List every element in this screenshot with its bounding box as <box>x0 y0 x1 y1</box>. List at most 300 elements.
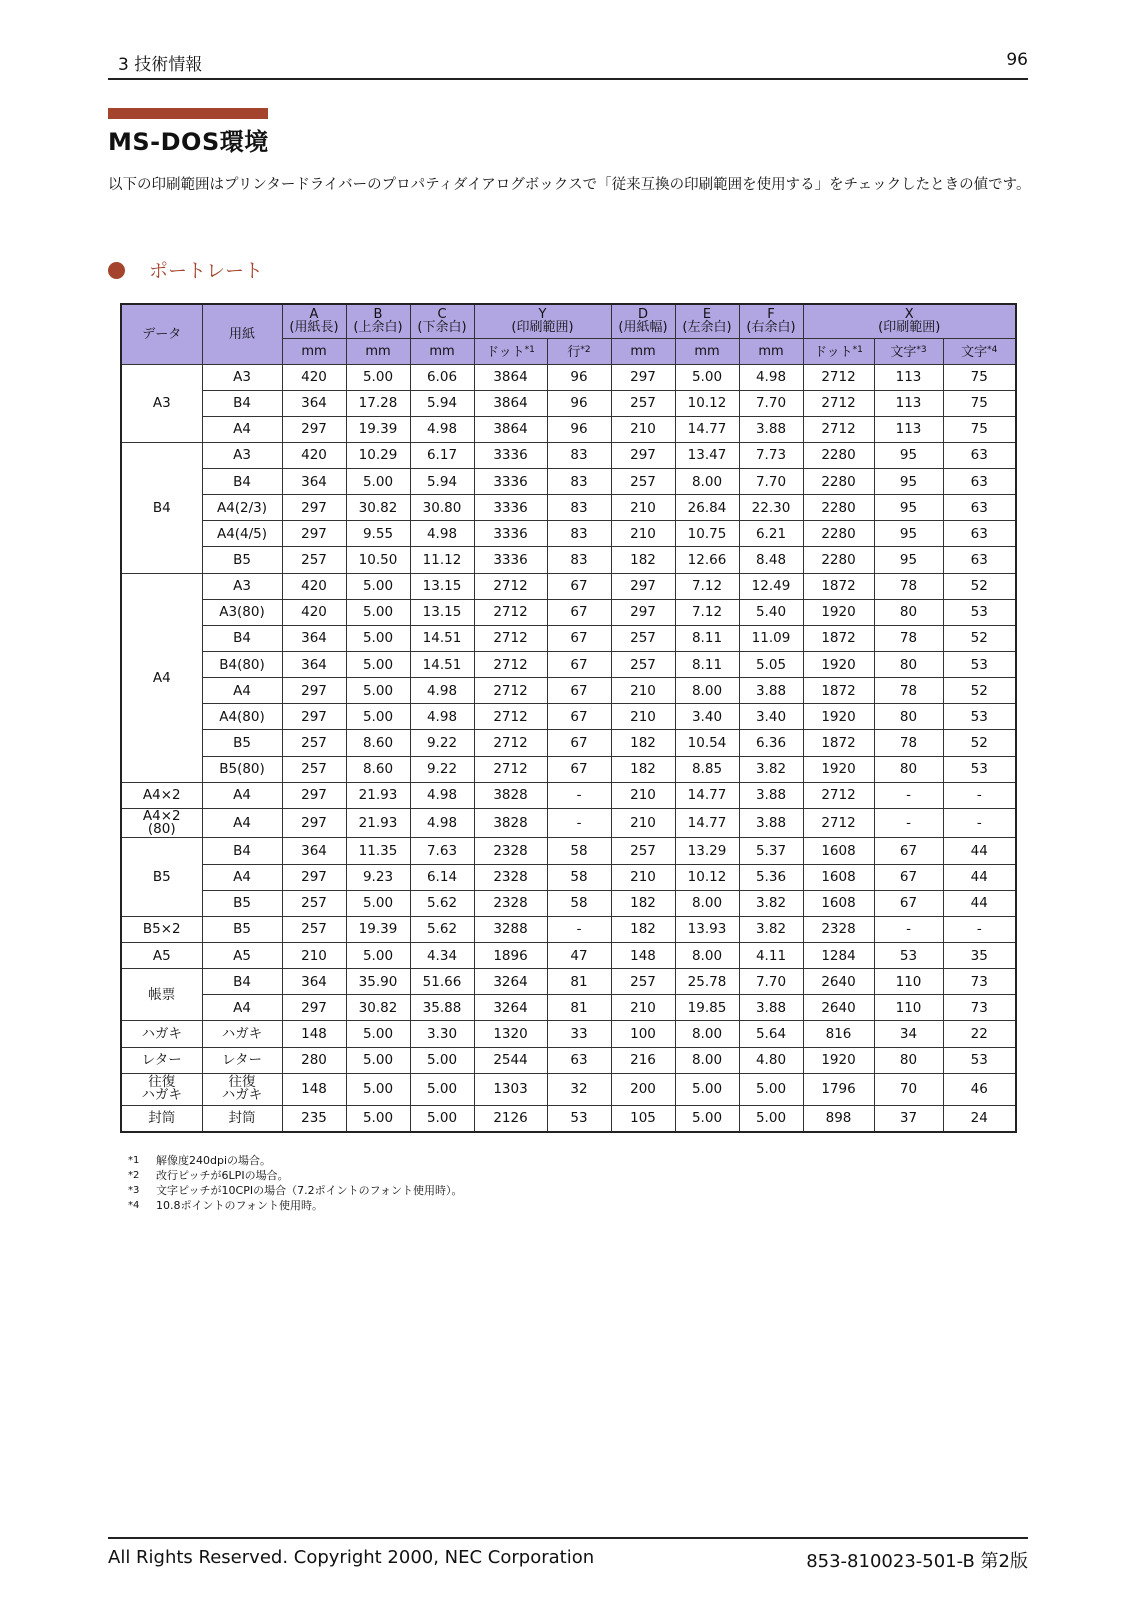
unit-e: mm <box>675 338 739 364</box>
value-cell: 53 <box>943 704 1016 730</box>
value-cell: 19.85 <box>675 995 739 1021</box>
value-cell: 21.93 <box>346 808 410 838</box>
value-cell: 2712 <box>474 730 547 756</box>
unit-x-char3: 文字$^{*3}$ <box>874 338 943 364</box>
value-cell: 96 <box>547 416 611 442</box>
value-cell: 297 <box>282 678 346 704</box>
value-cell: 13.29 <box>675 838 739 864</box>
unit-y-dot: ドット$^{*1}$ <box>474 338 547 364</box>
value-cell: 257 <box>611 969 675 995</box>
value-cell: 78 <box>874 573 943 599</box>
table-row <box>121 756 1016 782</box>
value-cell: 11.09 <box>739 625 803 651</box>
value-cell: 210 <box>611 678 675 704</box>
value-cell: 1920 <box>803 652 874 678</box>
value-cell: 1796 <box>803 1073 874 1105</box>
paper-cell: B4 <box>202 838 282 864</box>
value-cell: 5.00 <box>346 704 410 730</box>
value-cell: 1303 <box>474 1073 547 1105</box>
value-cell: 8.00 <box>675 678 739 704</box>
table-row <box>121 599 1016 625</box>
value-cell: 1608 <box>803 838 874 864</box>
value-cell: 3.30 <box>410 1021 474 1047</box>
value-cell: 3.40 <box>675 704 739 730</box>
value-cell: 3.82 <box>739 890 803 916</box>
value-cell: 1872 <box>803 678 874 704</box>
value-cell: 10.75 <box>675 521 739 547</box>
value-cell: 2544 <box>474 1047 547 1073</box>
value-cell: 364 <box>282 652 346 678</box>
footnotes <box>128 1153 463 1213</box>
value-cell: 70 <box>874 1073 943 1105</box>
value-cell: 10.12 <box>675 864 739 890</box>
value-cell: - <box>943 782 1016 808</box>
value-cell: 2712 <box>474 756 547 782</box>
value-cell: 235 <box>282 1105 346 1132</box>
value-cell: 53 <box>943 756 1016 782</box>
paper-cell: A4 <box>202 678 282 704</box>
value-cell: 210 <box>611 495 675 521</box>
value-cell: 8.00 <box>675 469 739 495</box>
value-cell: 1872 <box>803 625 874 651</box>
value-cell: 58 <box>547 890 611 916</box>
footnote: *2 改行ピッチが6LPIの場合。 <box>128 1169 289 1182</box>
value-cell: 95 <box>874 547 943 573</box>
value-cell: 14.77 <box>675 416 739 442</box>
table-row <box>121 573 1016 599</box>
table-row <box>121 916 1016 942</box>
value-cell: 8.00 <box>675 1021 739 1047</box>
value-cell: 63 <box>943 469 1016 495</box>
value-cell: 210 <box>611 521 675 547</box>
title-accent-bar <box>108 108 268 119</box>
value-cell: 35 <box>943 942 1016 968</box>
value-cell: 14.51 <box>410 652 474 678</box>
document-number: 853-810023-501-B 第2版 <box>806 1551 1028 1572</box>
unit-d: mm <box>611 338 675 364</box>
value-cell: 10.54 <box>675 730 739 756</box>
value-cell: 67 <box>547 704 611 730</box>
value-cell: 4.98 <box>410 704 474 730</box>
value-cell: 5.00 <box>346 1021 410 1047</box>
value-cell: 6.06 <box>410 364 474 390</box>
value-cell: 80 <box>874 599 943 625</box>
value-cell: 113 <box>874 390 943 416</box>
paper-cell: レター <box>202 1047 282 1073</box>
value-cell: 257 <box>611 652 675 678</box>
value-cell: 2328 <box>474 890 547 916</box>
unit-x-dot: ドット$^{*1}$ <box>803 338 874 364</box>
value-cell: 67 <box>874 838 943 864</box>
paper-cell: A4 <box>202 808 282 838</box>
value-cell: 2640 <box>803 995 874 1021</box>
value-cell: 63 <box>547 1047 611 1073</box>
paper-cell: A4 <box>202 782 282 808</box>
value-cell: 5.00 <box>346 652 410 678</box>
table-row <box>121 652 1016 678</box>
value-cell: 5.00 <box>410 1047 474 1073</box>
value-cell: 1920 <box>803 704 874 730</box>
value-cell: 4.98 <box>739 364 803 390</box>
value-cell: 420 <box>282 442 346 468</box>
value-cell: 7.73 <box>739 442 803 468</box>
value-cell: 44 <box>943 864 1016 890</box>
value-cell: 210 <box>611 995 675 1021</box>
table-row <box>121 969 1016 995</box>
value-cell: 37 <box>874 1105 943 1132</box>
header-x: X (印刷範囲) <box>803 304 1016 338</box>
value-cell: 3.82 <box>739 756 803 782</box>
value-cell: 110 <box>874 995 943 1021</box>
value-cell: 5.00 <box>675 364 739 390</box>
group-label: B5×2 <box>121 916 202 942</box>
group-label: ハガキ <box>121 1021 202 1047</box>
table-row <box>121 625 1016 651</box>
value-cell: 11.12 <box>410 547 474 573</box>
value-cell: 2712 <box>803 808 874 838</box>
value-cell: 4.11 <box>739 942 803 968</box>
value-cell: 297 <box>611 364 675 390</box>
value-cell: 148 <box>282 1021 346 1047</box>
table-row <box>121 1047 1016 1073</box>
value-cell: 83 <box>547 442 611 468</box>
header-e: E (左余白) <box>675 304 739 338</box>
value-cell: 364 <box>282 390 346 416</box>
value-cell: 95 <box>874 469 943 495</box>
group-label: 往復 ハガキ <box>121 1073 202 1105</box>
value-cell: 8.11 <box>675 652 739 678</box>
unit-b: mm <box>346 338 410 364</box>
value-cell: 1920 <box>803 756 874 782</box>
value-cell: 200 <box>611 1073 675 1105</box>
value-cell: 420 <box>282 364 346 390</box>
value-cell: 5.00 <box>346 1047 410 1073</box>
section-title: 3 技術情報 <box>118 55 203 75</box>
value-cell: 21.93 <box>346 782 410 808</box>
value-cell: 6.36 <box>739 730 803 756</box>
value-cell: 297 <box>611 573 675 599</box>
value-cell: 420 <box>282 573 346 599</box>
paper-cell: A4 <box>202 995 282 1021</box>
value-cell: 58 <box>547 864 611 890</box>
value-cell: 52 <box>943 625 1016 651</box>
value-cell: 2328 <box>474 864 547 890</box>
paper-cell: A4 <box>202 864 282 890</box>
paper-cell: B5 <box>202 730 282 756</box>
page-number: 96 <box>1006 50 1028 70</box>
paper-cell: A5 <box>202 942 282 968</box>
value-cell: 2712 <box>803 390 874 416</box>
header-b: B (上余白) <box>346 304 410 338</box>
group-label: 帳票 <box>121 969 202 1021</box>
value-cell: 95 <box>874 521 943 547</box>
value-cell: 83 <box>547 547 611 573</box>
table-row <box>121 442 1016 468</box>
value-cell: 25.78 <box>675 969 739 995</box>
value-cell: 110 <box>874 969 943 995</box>
footnote: *4 10.8ポイントのフォント使用時。 <box>128 1199 323 1212</box>
value-cell: 5.00 <box>346 678 410 704</box>
value-cell: 1608 <box>803 890 874 916</box>
value-cell: 63 <box>943 521 1016 547</box>
table-row <box>121 995 1016 1021</box>
value-cell: 17.28 <box>346 390 410 416</box>
value-cell: 2712 <box>803 782 874 808</box>
value-cell: 5.40 <box>739 599 803 625</box>
value-cell: 3.88 <box>739 678 803 704</box>
value-cell: 2712 <box>474 625 547 651</box>
value-cell: 83 <box>547 469 611 495</box>
value-cell: 297 <box>282 495 346 521</box>
value-cell: 63 <box>943 495 1016 521</box>
value-cell: 5.00 <box>675 1105 739 1132</box>
group-label: B5 <box>121 838 202 916</box>
value-cell: 2712 <box>474 599 547 625</box>
paper-cell: A3(80) <box>202 599 282 625</box>
value-cell: 53 <box>874 942 943 968</box>
value-cell: 46 <box>943 1073 1016 1105</box>
header-a: A (用紙長) <box>282 304 346 338</box>
value-cell: - <box>874 782 943 808</box>
page-title: MS-DOS環境 <box>108 128 269 156</box>
value-cell: 8.00 <box>675 942 739 968</box>
value-cell: 8.48 <box>739 547 803 573</box>
value-cell: 257 <box>611 625 675 651</box>
value-cell: 67 <box>547 573 611 599</box>
value-cell: 10.50 <box>346 547 410 573</box>
value-cell: 2280 <box>803 442 874 468</box>
value-cell: 5.37 <box>739 838 803 864</box>
value-cell: 58 <box>547 838 611 864</box>
value-cell: 3.88 <box>739 782 803 808</box>
table-row <box>121 942 1016 968</box>
paper-cell: B4 <box>202 625 282 651</box>
header-f: F (右余白) <box>739 304 803 338</box>
value-cell: 8.60 <box>346 730 410 756</box>
table-row <box>121 890 1016 916</box>
value-cell: 63 <box>943 442 1016 468</box>
value-cell: 257 <box>611 838 675 864</box>
paper-cell: B4(80) <box>202 652 282 678</box>
value-cell: 364 <box>282 969 346 995</box>
value-cell: - <box>874 808 943 838</box>
value-cell: 10.12 <box>675 390 739 416</box>
value-cell: 83 <box>547 521 611 547</box>
value-cell: 5.94 <box>410 390 474 416</box>
value-cell: 2712 <box>803 416 874 442</box>
value-cell: 2280 <box>803 469 874 495</box>
value-cell: 5.00 <box>410 1105 474 1132</box>
value-cell: 3864 <box>474 416 547 442</box>
value-cell: 6.14 <box>410 864 474 890</box>
value-cell: 3.88 <box>739 995 803 1021</box>
value-cell: 5.00 <box>346 364 410 390</box>
table-row <box>121 1021 1016 1047</box>
value-cell: 32 <box>547 1073 611 1105</box>
value-cell: 67 <box>874 890 943 916</box>
value-cell: - <box>874 916 943 942</box>
value-cell: 257 <box>282 547 346 573</box>
value-cell: 5.05 <box>739 652 803 678</box>
paper-cell: B5 <box>202 916 282 942</box>
footnote: *3 文字ピッチが10CPIの場合（7.2ポイントのフォント使用時）。 <box>128 1184 463 1197</box>
header-paper: 用紙 <box>202 304 282 364</box>
value-cell: 67 <box>547 625 611 651</box>
paper-cell: ハガキ <box>202 1021 282 1047</box>
value-cell: 13.47 <box>675 442 739 468</box>
value-cell: 2712 <box>803 364 874 390</box>
value-cell: 52 <box>943 573 1016 599</box>
value-cell: 24 <box>943 1105 1016 1132</box>
value-cell: 364 <box>282 469 346 495</box>
value-cell: 12.49 <box>739 573 803 599</box>
value-cell: 5.00 <box>346 1105 410 1132</box>
value-cell: 10.29 <box>346 442 410 468</box>
value-cell: 1872 <box>803 573 874 599</box>
paper-cell: 封筒 <box>202 1105 282 1132</box>
value-cell: 14.77 <box>675 808 739 838</box>
value-cell: 96 <box>547 364 611 390</box>
value-cell: 257 <box>282 730 346 756</box>
table-row <box>121 547 1016 573</box>
value-cell: 297 <box>282 808 346 838</box>
value-cell: 8.00 <box>675 890 739 916</box>
value-cell: - <box>547 916 611 942</box>
table-row <box>121 416 1016 442</box>
value-cell: 182 <box>611 916 675 942</box>
subheading <box>108 256 263 283</box>
value-cell: 257 <box>611 390 675 416</box>
value-cell: 1284 <box>803 942 874 968</box>
value-cell: 81 <box>547 969 611 995</box>
value-cell: 297 <box>611 599 675 625</box>
value-cell: 2280 <box>803 547 874 573</box>
table-row <box>121 469 1016 495</box>
value-cell: 22.30 <box>739 495 803 521</box>
value-cell: 3864 <box>474 390 547 416</box>
table-row <box>121 864 1016 890</box>
value-cell: 35.88 <box>410 995 474 1021</box>
value-cell: 113 <box>874 364 943 390</box>
value-cell: 30.82 <box>346 495 410 521</box>
table-row <box>121 1105 1016 1132</box>
value-cell: 210 <box>611 782 675 808</box>
value-cell: 1872 <box>803 730 874 756</box>
value-cell: 67 <box>547 678 611 704</box>
paper-cell: B5 <box>202 890 282 916</box>
value-cell: - <box>547 782 611 808</box>
paper-cell: A3 <box>202 364 282 390</box>
value-cell: 96 <box>547 390 611 416</box>
value-cell: 5.36 <box>739 864 803 890</box>
value-cell: - <box>943 808 1016 838</box>
group-label: A3 <box>121 364 202 442</box>
value-cell: 364 <box>282 625 346 651</box>
table-row <box>121 390 1016 416</box>
print-range-table <box>120 303 1017 1133</box>
value-cell: 148 <box>611 942 675 968</box>
value-cell: 78 <box>874 730 943 756</box>
copyright-text: All Rights Reserved. Copyright 2000, NEC Corporation <box>108 1547 595 1568</box>
value-cell: 33 <box>547 1021 611 1047</box>
value-cell: 2712 <box>474 704 547 730</box>
value-cell: 7.63 <box>410 838 474 864</box>
value-cell: 67 <box>874 864 943 890</box>
value-cell: 3336 <box>474 495 547 521</box>
value-cell: 35.90 <box>346 969 410 995</box>
value-cell: 80 <box>874 704 943 730</box>
value-cell: 210 <box>611 704 675 730</box>
group-label: A4×2 <box>121 782 202 808</box>
group-label: B4 <box>121 442 202 573</box>
unit-y-line: 行$^{*2}$ <box>547 338 611 364</box>
paper-cell: B5(80) <box>202 756 282 782</box>
value-cell: 4.98 <box>410 678 474 704</box>
footnote: *1 解像度240dpiの場合。 <box>128 1154 272 1167</box>
value-cell: 5.00 <box>346 469 410 495</box>
value-cell: 30.82 <box>346 995 410 1021</box>
value-cell: 5.94 <box>410 469 474 495</box>
paper-cell: 往復 ハガキ <box>202 1073 282 1105</box>
value-cell: 19.39 <box>346 416 410 442</box>
value-cell: 3828 <box>474 782 547 808</box>
table-row <box>121 730 1016 756</box>
value-cell: 67 <box>547 599 611 625</box>
value-cell: 80 <box>874 756 943 782</box>
unit-c: mm <box>410 338 474 364</box>
table-row <box>121 782 1016 808</box>
value-cell: 80 <box>874 1047 943 1073</box>
paper-cell: A3 <box>202 573 282 599</box>
value-cell: 34 <box>874 1021 943 1047</box>
header-d: D (用紙幅) <box>611 304 675 338</box>
value-cell: 182 <box>611 730 675 756</box>
value-cell: 7.70 <box>739 390 803 416</box>
value-cell: 13.93 <box>675 916 739 942</box>
value-cell: 7.12 <box>675 599 739 625</box>
value-cell: 2712 <box>474 652 547 678</box>
value-cell: 9.22 <box>410 756 474 782</box>
value-cell: 297 <box>282 864 346 890</box>
value-cell: 73 <box>943 969 1016 995</box>
value-cell: 9.55 <box>346 521 410 547</box>
value-cell: 9.23 <box>346 864 410 890</box>
paper-cell: B4 <box>202 390 282 416</box>
unit-f: mm <box>739 338 803 364</box>
value-cell: 210 <box>611 808 675 838</box>
value-cell: 4.98 <box>410 808 474 838</box>
value-cell: 113 <box>874 416 943 442</box>
value-cell: 4.80 <box>739 1047 803 1073</box>
value-cell: 13.15 <box>410 573 474 599</box>
value-cell: 95 <box>874 495 943 521</box>
value-cell: 3864 <box>474 364 547 390</box>
value-cell: 8.60 <box>346 756 410 782</box>
value-cell: 53 <box>547 1105 611 1132</box>
value-cell: 81 <box>547 995 611 1021</box>
value-cell: 44 <box>943 838 1016 864</box>
value-cell: 53 <box>943 1047 1016 1073</box>
value-cell: 3264 <box>474 969 547 995</box>
paper-cell: A4(4/5) <box>202 521 282 547</box>
value-cell: 11.35 <box>346 838 410 864</box>
value-cell: 2328 <box>474 838 547 864</box>
value-cell: 5.00 <box>346 890 410 916</box>
value-cell: 7.70 <box>739 969 803 995</box>
value-cell: 216 <box>611 1047 675 1073</box>
value-cell: 364 <box>282 838 346 864</box>
value-cell: 2126 <box>474 1105 547 1132</box>
